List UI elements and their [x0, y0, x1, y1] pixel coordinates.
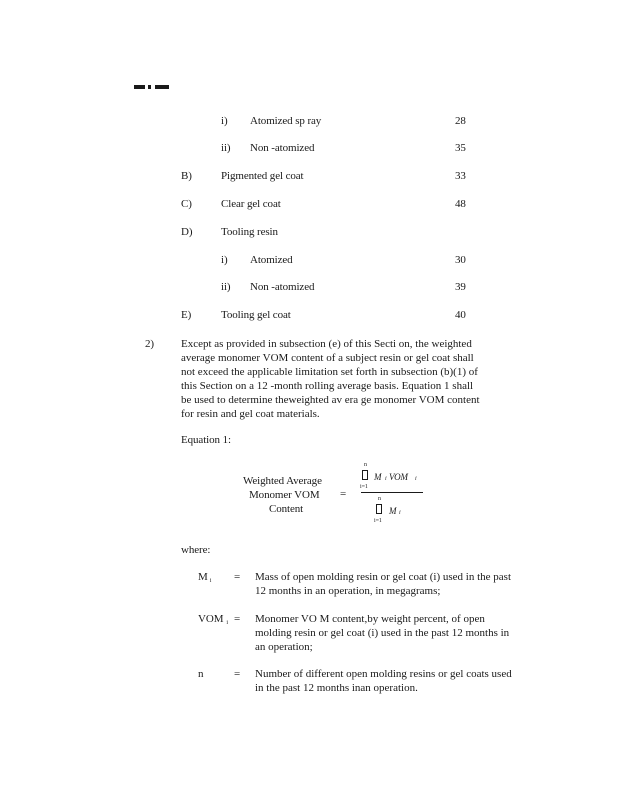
definition-line: an operation;	[255, 641, 313, 653]
equation-lhs-line: Weighted Average	[243, 475, 322, 487]
list-item-text: Tooling gel coat	[221, 309, 291, 321]
definition-equals: =	[234, 668, 241, 680]
paragraph-line: not exceed the applicable limitation set forth in subsection (b)(1) of	[181, 366, 478, 378]
list-item-label: i)	[221, 115, 228, 127]
numerator-vom-symbol: VOM	[389, 472, 408, 482]
definition-equals: =	[234, 571, 241, 583]
list-item-text: Pigmented gel coat	[221, 170, 304, 182]
sum-lower-limit: i=1	[374, 518, 382, 524]
definition-text	[255, 570, 511, 598]
denominator-mass-subscript: i	[399, 510, 401, 516]
sum-upper-limit: n	[378, 496, 381, 502]
list-item-text: Tooling resin	[221, 226, 278, 238]
fraction-bar	[361, 492, 423, 493]
definition-line: Number of different open molding resins or gel coats used	[255, 668, 512, 680]
definition-symbol: n	[198, 668, 204, 680]
header-mark-dot	[148, 85, 151, 89]
definition-line: in the past 12 months inan operation.	[255, 682, 418, 694]
list-item-text: Non -atomized	[250, 142, 315, 154]
list-item-label: ii)	[221, 281, 231, 293]
header-mark-left	[134, 85, 145, 89]
list-item-value: 39	[455, 281, 466, 293]
definition-line: Monomer VO M content,by weight percent, of open	[255, 613, 485, 625]
list-item-text: Atomized sp ray	[250, 115, 322, 127]
sum-upper-limit: n	[364, 462, 367, 468]
list-item-label: C)	[181, 198, 192, 210]
list-item-value: 35	[455, 142, 466, 154]
list-item-value: 48	[455, 198, 466, 210]
sum-lower-limit: i=1	[360, 484, 368, 490]
where-label: where:	[181, 544, 211, 556]
list-item-label: D)	[181, 226, 193, 238]
equation-lhs-line: Content	[269, 503, 304, 515]
denominator-mass-symbol: M	[389, 506, 397, 516]
list-item-label: E)	[181, 309, 192, 321]
equation-lhs-line: Monomer VOM	[249, 489, 320, 501]
equation-equals: =	[340, 488, 347, 500]
list-item-value: 33	[455, 170, 466, 182]
paragraph-line: Except as provided in subsection (e) of this Secti on, the weighted	[181, 338, 472, 350]
list-item-value: 30	[455, 254, 466, 266]
list-item-value: 28	[455, 115, 466, 127]
paragraph-line: be used to determine theweighted av era ge monomer VOM content	[181, 394, 480, 406]
list-item-text: Atomized	[250, 254, 293, 266]
list-item-label: ii)	[221, 142, 231, 154]
numerator-vom-subscript: i	[415, 476, 417, 482]
list-item-text: Non -atomized	[250, 281, 315, 293]
summation-icon	[362, 470, 368, 480]
definition-symbol: VOM i	[198, 613, 228, 626]
numerator-mass-subscript: i	[385, 476, 387, 482]
definition-text	[255, 667, 512, 695]
definition-line: molding resin or gel coat (i) used in the past 12 months in	[255, 627, 510, 639]
definition-line: Mass of open molding resin or gel coat (i) used in the past	[255, 571, 512, 583]
numerator-mass-symbol: M	[374, 472, 382, 482]
definition-symbol: Mi	[198, 571, 212, 584]
paragraph-line: this Section on a 12 -month rolling average basis. Equation 1 shall	[181, 380, 474, 392]
definition-equals: =	[234, 613, 241, 625]
list-item-label: B)	[181, 170, 192, 182]
header-mark-right	[155, 85, 169, 89]
list-item-text: Clear gel coat	[221, 198, 281, 210]
list-item-label: i)	[221, 254, 228, 266]
equation-label: Equation 1:	[181, 434, 231, 446]
paragraph-line: average monomer VOM content of a subject resin or gel coat shall	[181, 352, 474, 364]
definition-line: 12 months in an operation, in megagrams;	[255, 585, 441, 597]
paragraph-body	[181, 337, 480, 421]
paragraph-line: for resin and gel coat materials.	[181, 408, 320, 420]
summation-icon	[376, 504, 382, 514]
definition-text	[255, 612, 509, 654]
list-item-value: 40	[455, 309, 466, 321]
paragraph-number: 2)	[145, 338, 154, 350]
